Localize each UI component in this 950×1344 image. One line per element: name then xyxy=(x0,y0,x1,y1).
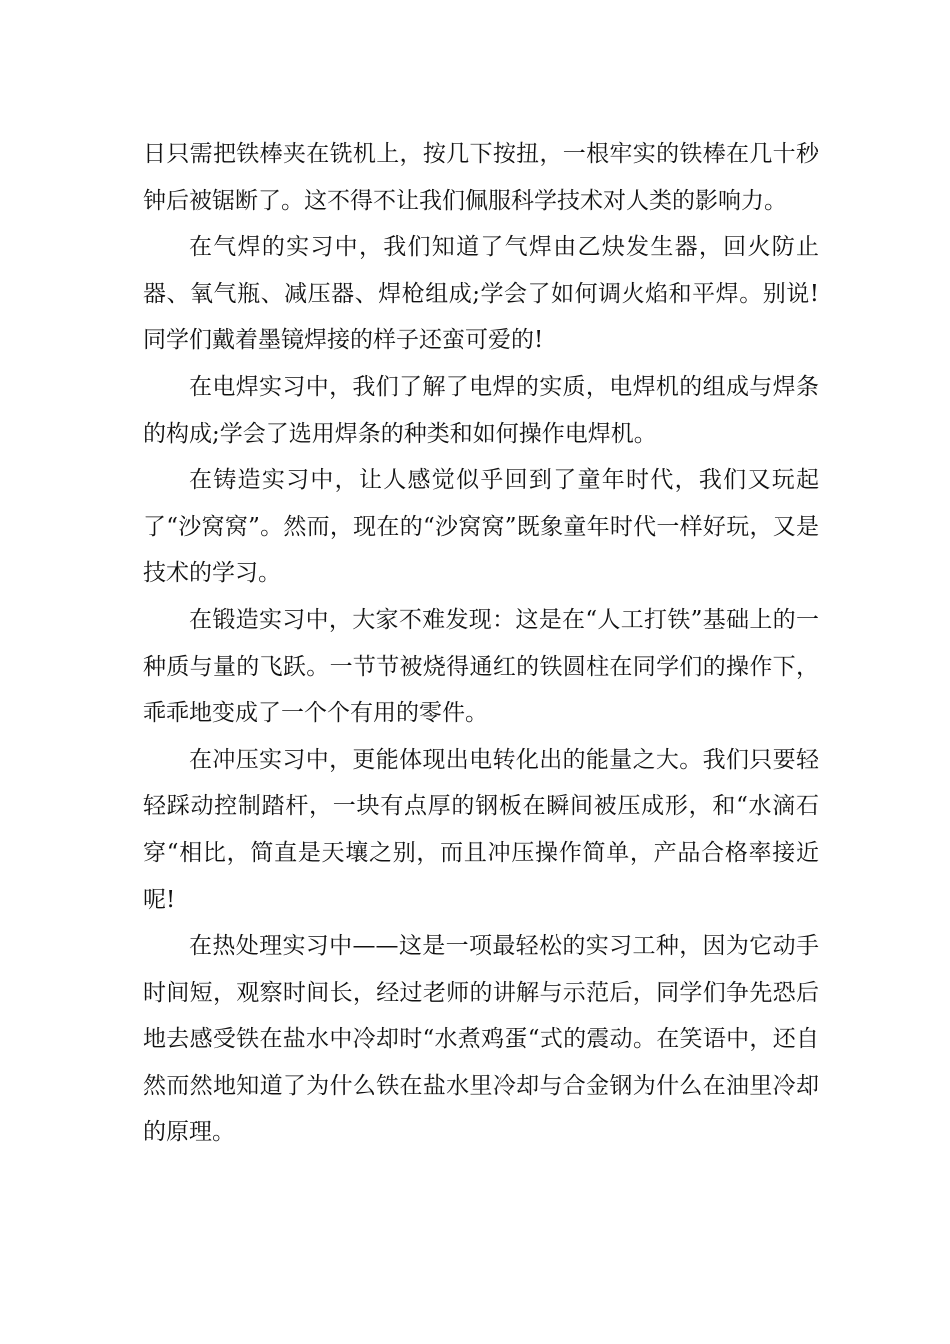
paragraph-continued: 日只需把铁棒夹在铣机上，按几下按扭，一根牢实的铁棒在几十秒钟后被锯断了。这不得不让我们佩服科学技术对人类的影响力。 xyxy=(143,141,819,214)
document-body xyxy=(143,131,819,1156)
paragraph-electric-welding: 在电焊实习中，我们了解了电焊的实质，电焊机的组成与焊条的构成;学会了选用焊条的种类和如何操作电焊机。 xyxy=(143,373,819,447)
paragraph-casting: 在铸造实习中，让人感觉似乎回到了童年时代，我们又玩起了“沙窝窝”。然而，现在的“沙窝窝”既象童年时代一样好玩，又是技术的学习。 xyxy=(143,467,819,587)
paragraph-forging: 在锻造实习中，大家不难发现：这是在“人工打铁”基础上的一种质与量的飞跃。一节节被烧得通红的铁圆柱在同学们的操作下，乖乖地变成了一个个有用的零件。 xyxy=(143,606,819,727)
paragraph-stamping: 在冲压实习中，更能体现出电转化出的能量之大。我们只要轻轻踩动控制踏杆，一块有点厚的钢板在瞬间被压成形，和“水滴石穿“相比，简直是天壤之别，而且冲压操作简单，产品合格率接近呢! xyxy=(143,746,819,913)
paragraph-gas-welding: 在气焊的实习中，我们知道了气焊由乙炔发生器，回火防止器、氧气瓶、减压器、焊枪组成;学会了如何调火焰和平焊。别说!同学们戴着墨镜焊接的样子还蛮可爱的! xyxy=(143,234,819,354)
paragraph-heat-treatment: 在热处理实习中——这是一项最轻松的实习工种，因为它动手时间短，观察时间长，经过老师的讲解与示范后，同学们争先恐后地去感受铁在盐水中冷却时“水煮鸡蛋“式的震动。在笑语中，还自然而然地知道了为什么铁在盐水里冷却与合金钢为什么在油里冷却的原理。 xyxy=(143,933,819,1146)
